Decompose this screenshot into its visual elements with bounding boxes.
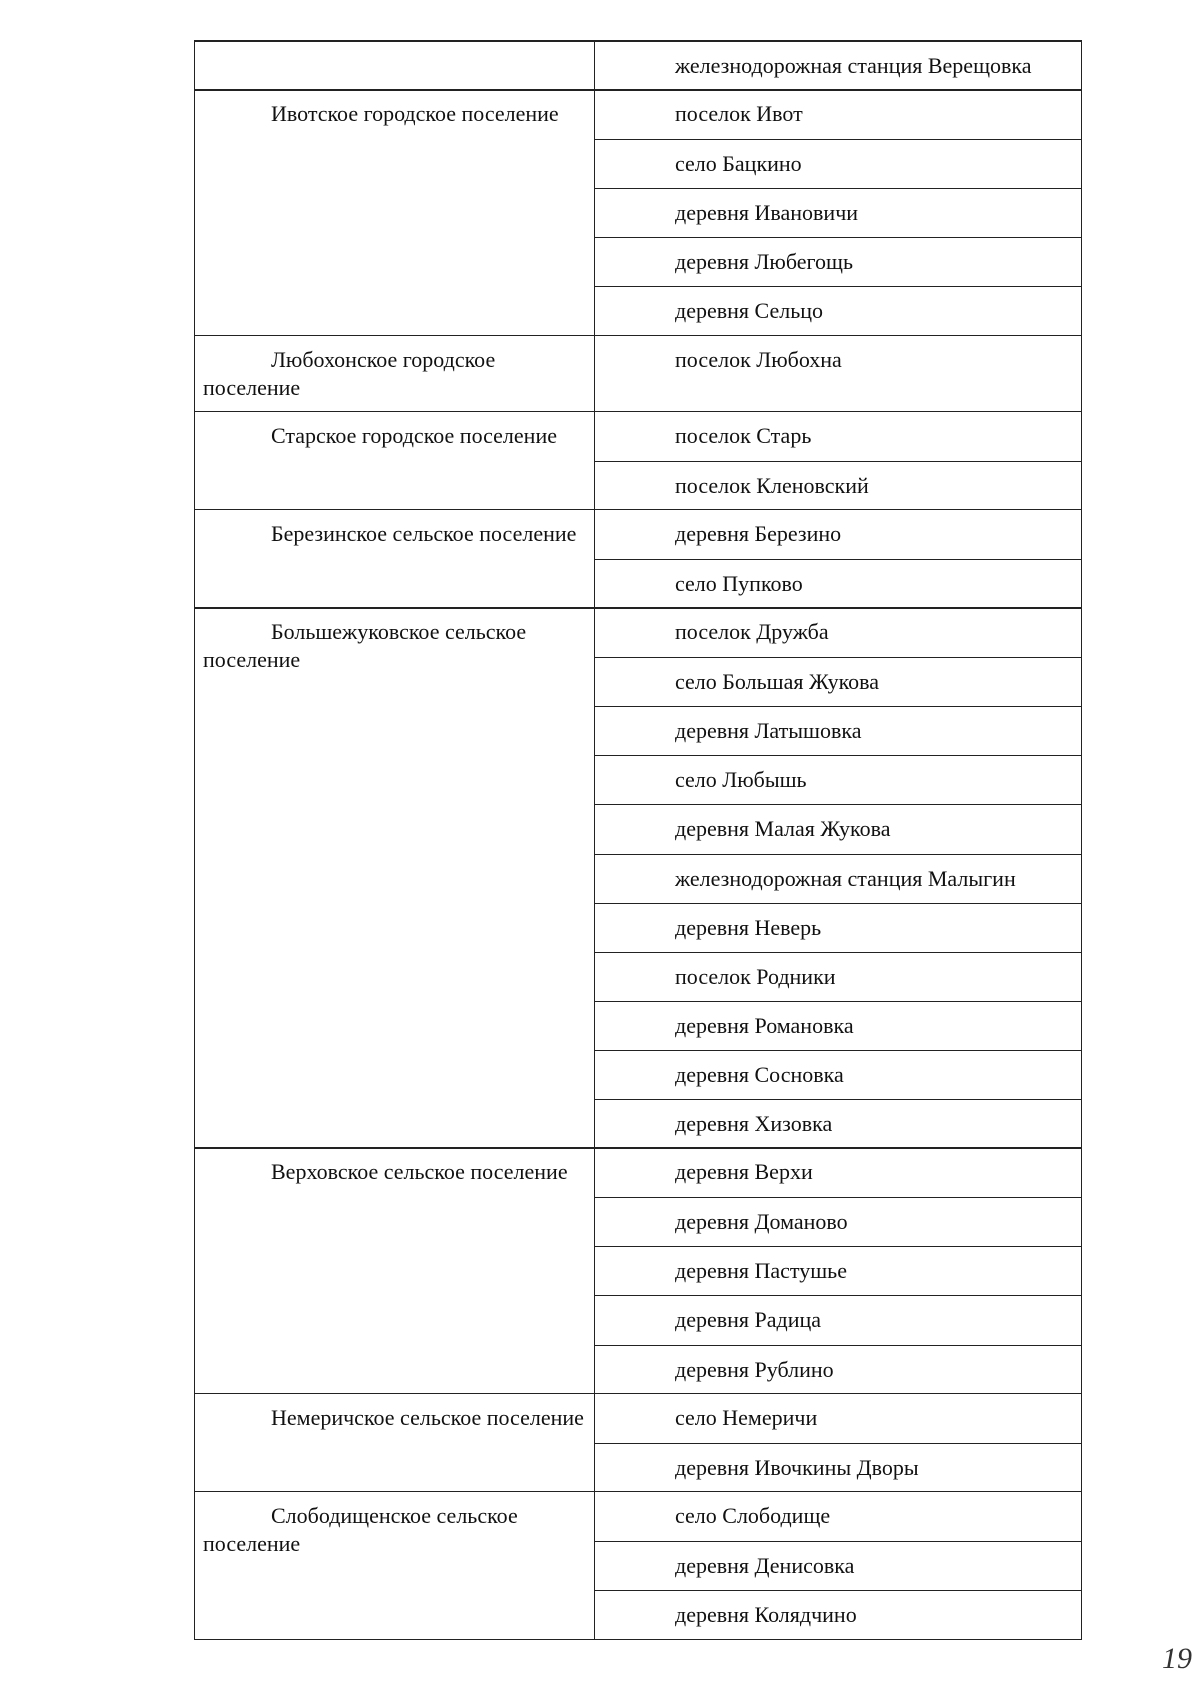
localities-cell — [595, 336, 1081, 412]
locality-item: поселок Любохна — [675, 346, 842, 372]
locality-item: деревня Березино — [675, 520, 842, 546]
locality-item: железнодорожная станция Малыгин — [595, 854, 1081, 903]
locality-item: село Слободище — [675, 1502, 831, 1528]
locality-item: деревня Рублино — [595, 1345, 1081, 1394]
settlement-name: Любохонское городское поселение — [203, 346, 496, 400]
settlement-row — [194, 335, 1082, 413]
settlement-name: Немеричское сельское поселение — [271, 1404, 584, 1430]
settlements-table — [194, 40, 1082, 1648]
settlement-cell — [195, 1492, 595, 1639]
locality-item: железнодорожная станция Верещовка — [675, 53, 1032, 78]
settlement-name: Слободищенское сельское поселение — [203, 1502, 518, 1556]
locality-item: деревня Радица — [595, 1295, 1081, 1344]
locality-item: деревня Ивановичи — [595, 188, 1081, 237]
locality-item: деревня Доманово — [595, 1197, 1081, 1246]
locality-item: поселок Кленовский — [595, 461, 1081, 510]
settlement-cell — [195, 412, 595, 510]
locality-item: деревня Ивочкины Дворы — [595, 1443, 1081, 1492]
page-number: 19 — [1162, 1642, 1192, 1675]
settlement-cell — [195, 510, 595, 608]
settlement-row — [194, 411, 1082, 511]
locality-item: деревня Латышовка — [595, 706, 1081, 755]
locality-item: село Бацкино — [595, 139, 1081, 188]
locality-item: деревня Романовка — [595, 1001, 1081, 1050]
localities-cell — [595, 510, 1081, 608]
settlement-row — [194, 1393, 1082, 1493]
locality-item: село Большая Жукова — [595, 657, 1081, 706]
localities-cell — [595, 42, 1081, 90]
localities-cell — [595, 412, 1081, 510]
settlement-row — [194, 1147, 1082, 1394]
locality-item: деревня Неверь — [595, 903, 1081, 952]
settlement-row — [194, 607, 1082, 1149]
settlement-cell — [195, 336, 595, 412]
locality-item: деревня Пастушье — [595, 1246, 1081, 1295]
settlement-row — [194, 89, 1082, 336]
settlement-row — [194, 1491, 1082, 1640]
settlement-cell — [195, 42, 595, 90]
locality-item: село Немеричи — [675, 1404, 818, 1430]
settlement-name: Старское городское поселение — [271, 422, 557, 448]
locality-item: поселок Дружба — [675, 619, 829, 645]
locality-item: деревня Любегощь — [595, 237, 1081, 286]
settlement-row — [194, 40, 1082, 91]
locality-item: село Любышь — [595, 755, 1081, 804]
settlement-cell — [195, 1148, 595, 1393]
settlement-name: Верховское сельское поселение — [271, 1159, 568, 1185]
locality-item: село Пупково — [595, 559, 1081, 608]
locality-item: деревня Сельцо — [595, 286, 1081, 335]
settlement-cell — [195, 1394, 595, 1492]
settlement-cell — [195, 608, 595, 1148]
localities-cell — [595, 608, 1081, 1148]
locality-item: поселок Родники — [595, 952, 1081, 1001]
locality-item: деревня Верхи — [675, 1159, 813, 1185]
localities-cell — [595, 1394, 1081, 1492]
locality-item: поселок Старь — [675, 422, 812, 448]
localities-cell — [595, 1148, 1081, 1393]
locality-item: деревня Колядчино — [595, 1590, 1081, 1639]
settlement-cell — [195, 90, 595, 335]
localities-cell — [595, 1492, 1081, 1639]
locality-item: деревня Сосновка — [595, 1050, 1081, 1099]
locality-item: деревня Малая Жукова — [595, 804, 1081, 853]
settlement-row — [194, 509, 1082, 609]
settlement-name: Березинское сельское поселение — [271, 520, 577, 546]
localities-cell — [595, 90, 1081, 335]
locality-item: деревня Хизовка — [595, 1099, 1081, 1148]
settlement-name: Большежуковское сельское поселение — [203, 619, 527, 673]
settlement-name: Ивотское городское поселение — [271, 101, 559, 127]
locality-item: поселок Ивот — [675, 101, 803, 127]
locality-item: деревня Денисовка — [595, 1541, 1081, 1590]
